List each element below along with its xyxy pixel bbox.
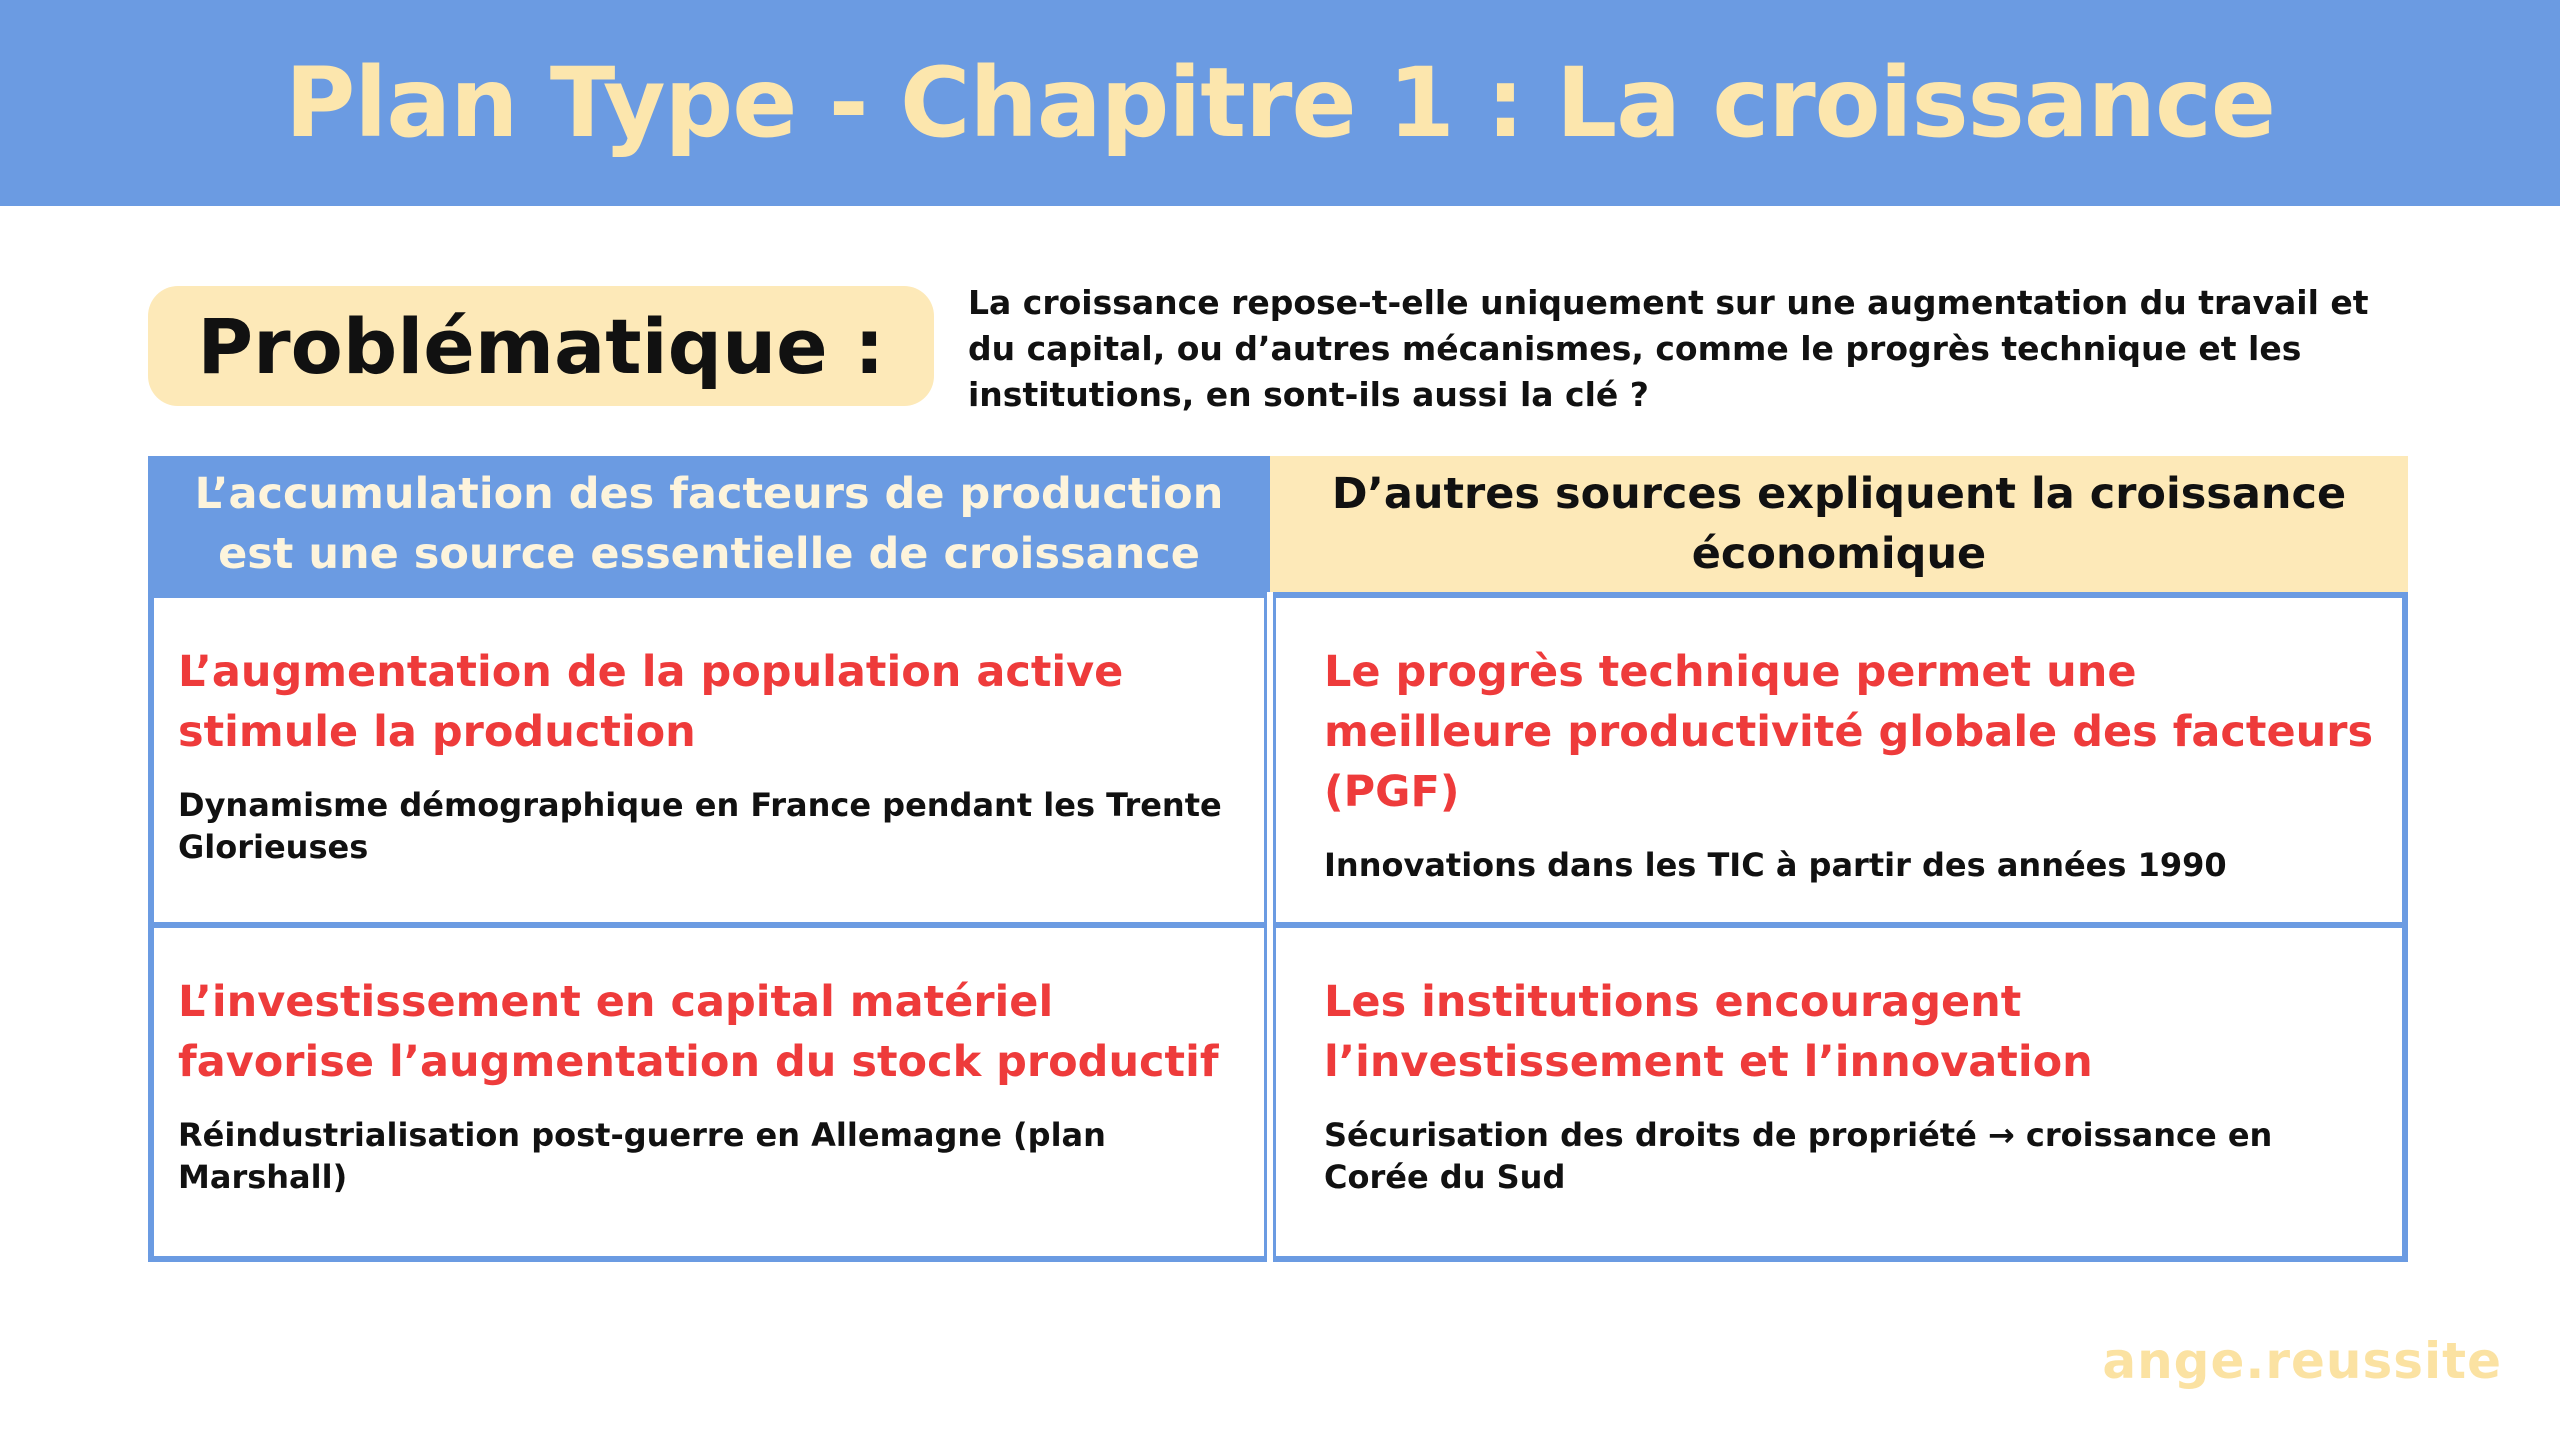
cell-example: Innovations dans les TIC à partir des années 1990 [1324,846,2227,884]
cell-title: Les institutions encouragent l’investissement et l’innovation [1324,977,2093,1087]
cell-title: L’investissement en capital matériel favorise l’augmentation du stock productif [178,977,1219,1087]
table-cell-top-left [148,592,1270,928]
column-divider [1264,592,1276,1262]
header-banner [0,0,2560,206]
page-title: Plan Type - Chapitre 1 : La croissance [285,47,2275,159]
table-cell-top-right [1270,592,2408,928]
plan-table [148,456,2408,1262]
divider-gap [1267,592,1273,1262]
problem-label: Problématique : [197,301,885,391]
cell-example: Réindustrialisation post-guerre en Allemagne (plan Marshall) [178,1116,1106,1196]
cell-title: L’augmentation de la population active stimule la production [178,647,1124,757]
table-cell-bottom-right [1270,922,2408,1262]
cell-title: Le progrès technique permet une meilleure productivité globale des facteurs (PGF) [1324,647,2374,817]
watermark: ange.reussite [2102,1332,2502,1390]
table-cell-bottom-left [148,922,1270,1262]
column-header-left: L’accumulation des facteurs de production est une source essentielle de croissance [148,456,1270,592]
cell-example: Dynamisme démographique en France pendant les Trente Glorieuses [178,786,1222,866]
problem-question: La croissance repose-t-elle uniquement sur une augmentation du travail et du capital, ou d’autres mécanismes, comme le progrès technique et les institutions, en sont-ils aussi la clé ? [968,283,2369,414]
cell-example: Sécurisation des droits de propriété → croissance en Corée du Sud [1324,1116,2273,1196]
column-header-right: D’autres sources expliquent la croissance économique [1270,456,2408,592]
problem-label-box [148,286,934,406]
